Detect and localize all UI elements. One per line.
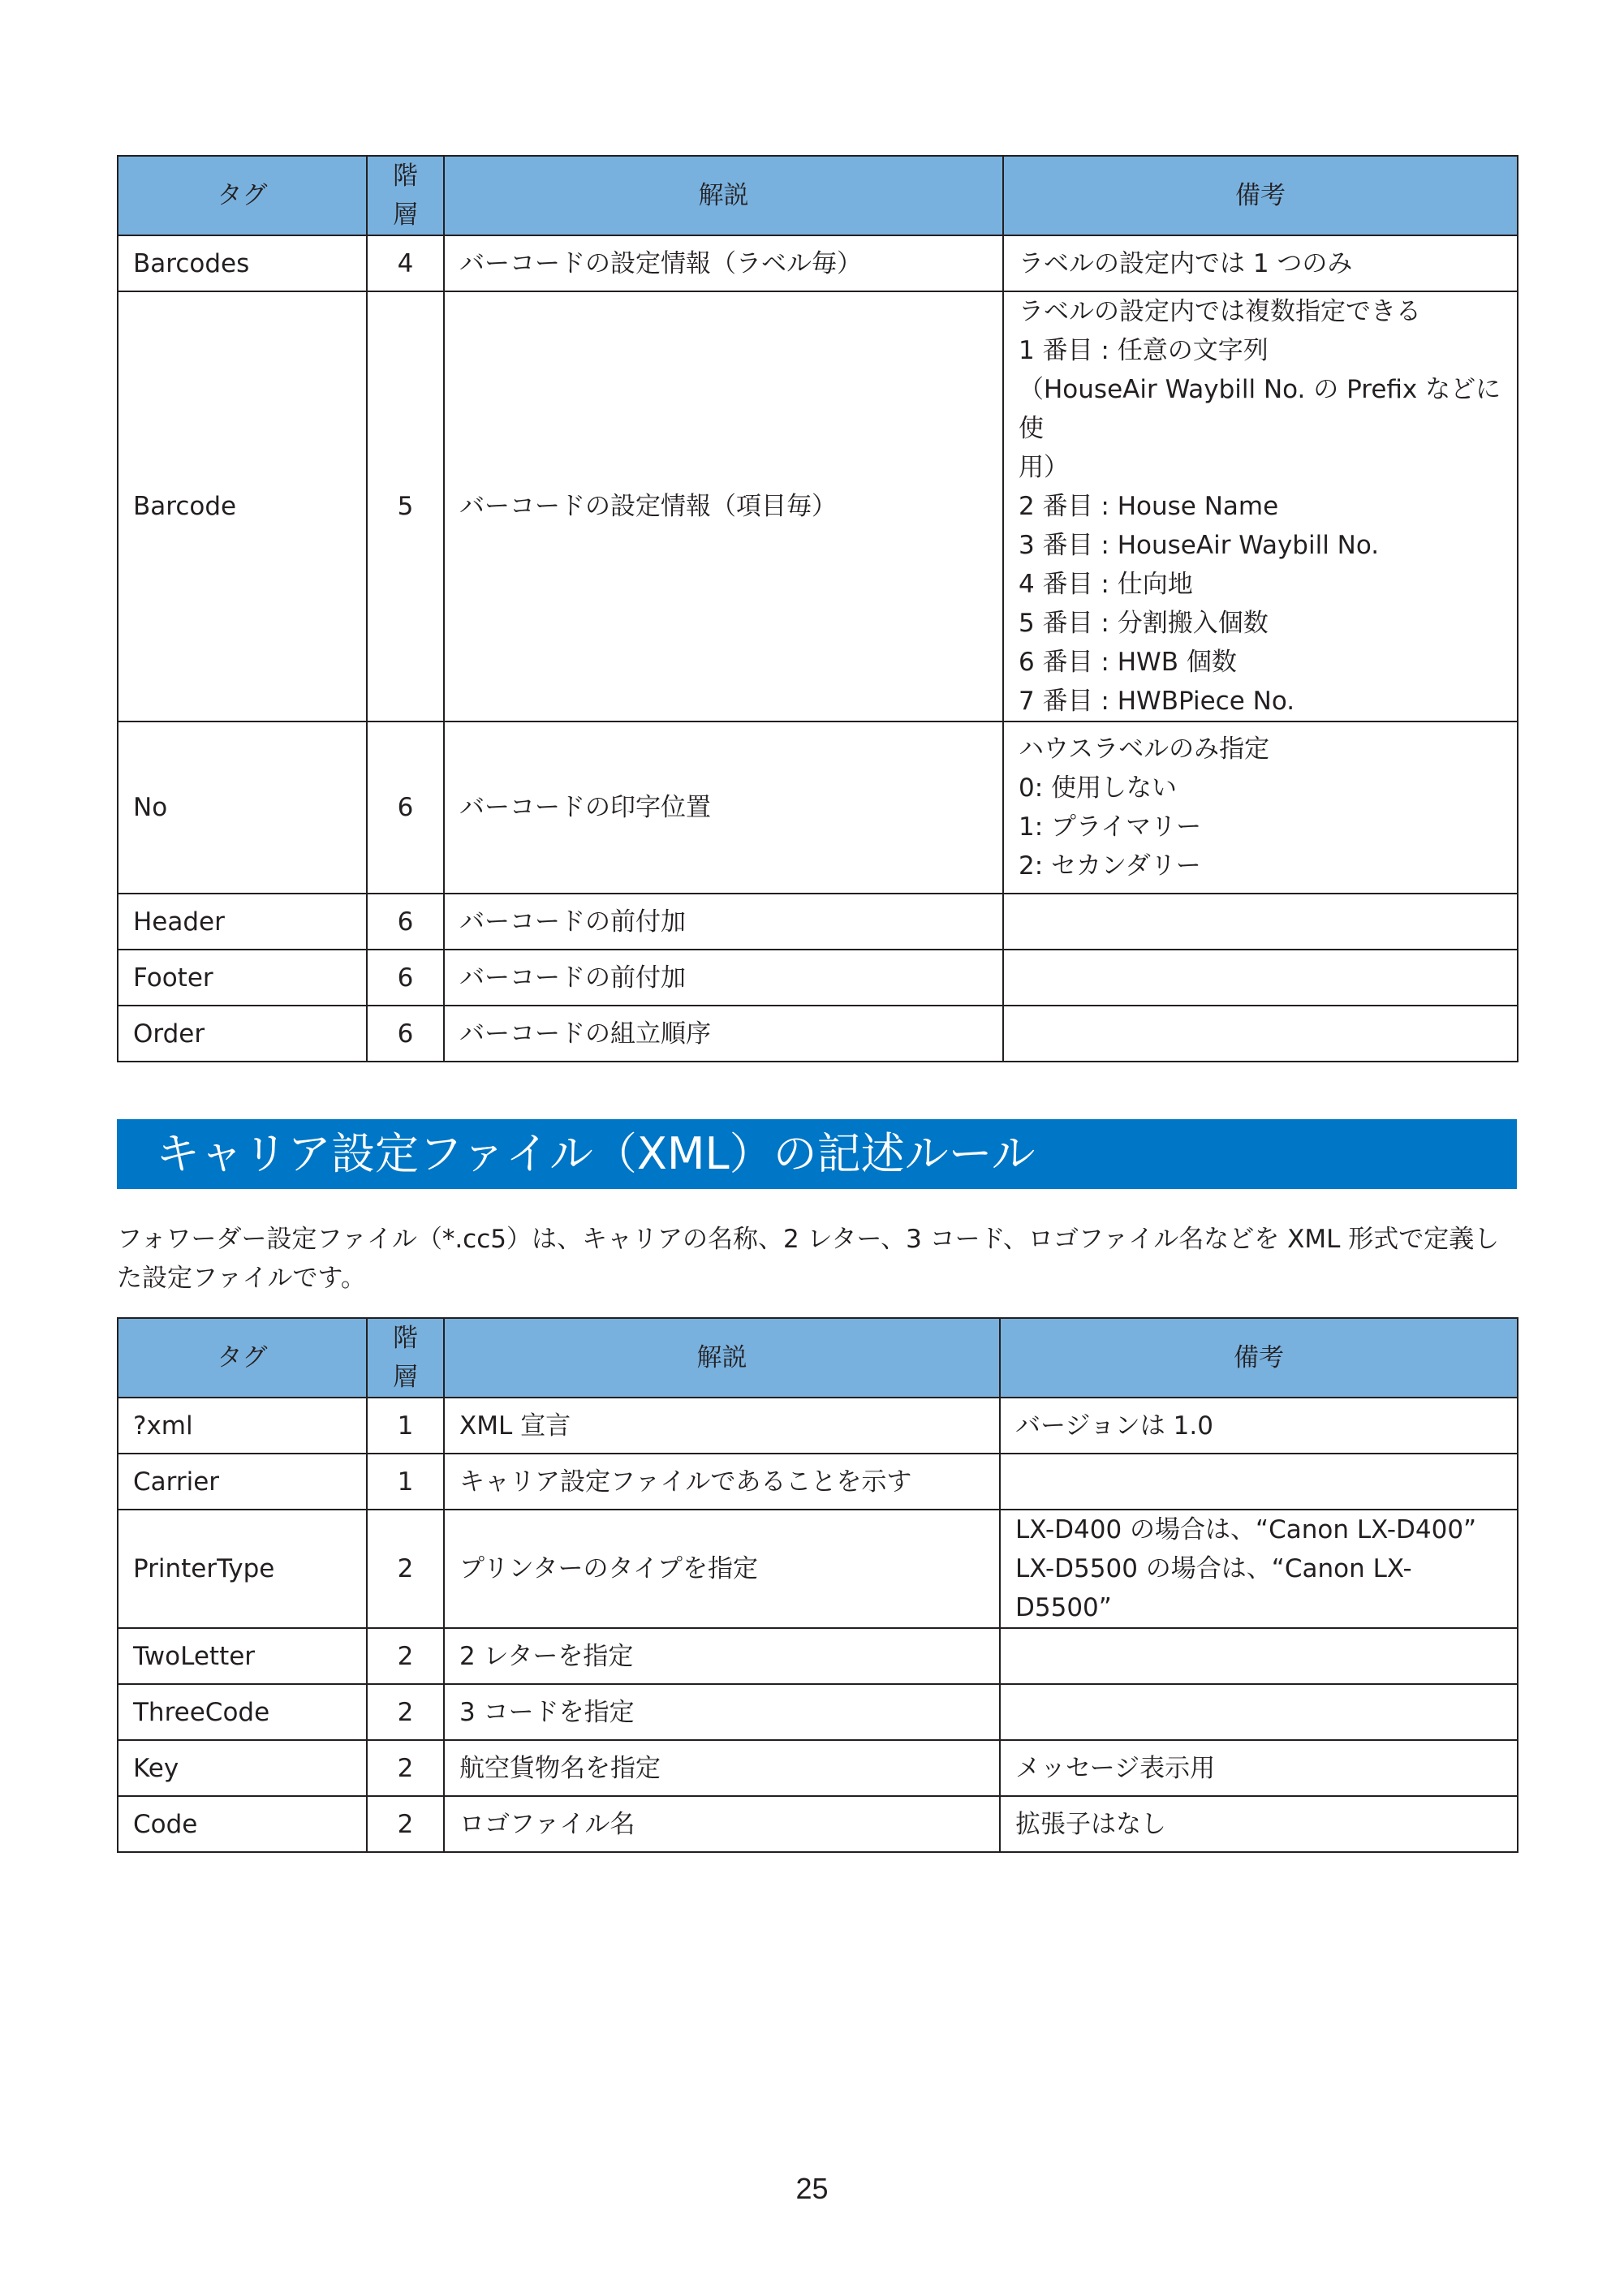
intro-line: た設定ファイルです。 <box>117 1264 366 1293</box>
cell-level: 6 <box>367 1006 444 1062</box>
note-line: ラベルの設定内では複数指定できる <box>1019 297 1421 326</box>
note-line: 拡張子はなし <box>1015 1809 1166 1839</box>
cell-note <box>1000 1684 1518 1740</box>
table-header-row <box>118 1318 1518 1398</box>
note-line: 7 番目 : HWBPiece No. <box>1019 687 1295 716</box>
note-line: 2: セカンダリー <box>1019 851 1201 881</box>
cell-description: 3 コードを指定 <box>444 1684 1000 1740</box>
cell-tag: ?xml <box>118 1398 367 1454</box>
note-line: ラベルの設定内では 1 つのみ <box>1019 248 1353 278</box>
note-line: （HouseAir Waybill No. の Prefix などに使 <box>1019 375 1501 443</box>
cell-tag: TwoLetter <box>118 1628 367 1684</box>
header-description: 解説 <box>444 156 1003 235</box>
cell-note <box>1003 235 1518 291</box>
cell-level: 2 <box>367 1510 444 1628</box>
cell-level: 2 <box>367 1796 444 1852</box>
note-line: LX-D5500 の場合は、“Canon LX-D5500” <box>1015 1554 1412 1622</box>
cell-note <box>1003 894 1518 950</box>
note-line: 2 番目 : House Name <box>1019 492 1279 521</box>
section-intro <box>117 1220 1517 1298</box>
cell-description: バーコードの設定情報（ラベル毎） <box>444 235 1003 291</box>
cell-tag: No <box>118 722 367 894</box>
cell-tag: Carrier <box>118 1454 367 1510</box>
cell-note <box>1000 1628 1518 1684</box>
table-row <box>118 894 1518 950</box>
table-row <box>118 722 1518 894</box>
table-row <box>118 1454 1518 1510</box>
section-title: キャリア設定ファイル（XML）の記述ルール <box>117 1119 1517 1189</box>
header-note: 備考 <box>1000 1318 1518 1398</box>
cell-level: 5 <box>367 291 444 722</box>
cell-note <box>1000 1454 1518 1510</box>
table-row <box>118 1510 1518 1628</box>
cell-level: 6 <box>367 950 444 1006</box>
cell-note <box>1000 1510 1518 1628</box>
table-row <box>118 950 1518 1006</box>
cell-description: バーコードの印字位置 <box>444 722 1003 894</box>
table-row <box>118 1796 1518 1852</box>
cell-level: 1 <box>367 1398 444 1454</box>
cell-description: ロゴファイル名 <box>444 1796 1000 1852</box>
table-row <box>118 1398 1518 1454</box>
header-tag: タグ <box>118 1318 367 1398</box>
cell-description: バーコードの前付加 <box>444 894 1003 950</box>
table-header-row <box>118 156 1518 235</box>
table-row <box>118 291 1518 722</box>
cell-description: バーコードの設定情報（項目毎） <box>444 291 1003 722</box>
cell-note <box>1003 722 1518 894</box>
cell-tag: PrinterType <box>118 1510 367 1628</box>
barcode-tag-table <box>117 155 1518 1062</box>
cell-note <box>1000 1796 1518 1852</box>
cell-level: 6 <box>367 722 444 894</box>
table-row <box>118 1628 1518 1684</box>
cell-tag: Footer <box>118 950 367 1006</box>
note-line: メッセージ表示用 <box>1015 1753 1216 1783</box>
cell-level: 6 <box>367 894 444 950</box>
header-description: 解説 <box>444 1318 1000 1398</box>
cell-tag: Header <box>118 894 367 950</box>
cell-description: バーコードの組立順序 <box>444 1006 1003 1062</box>
cell-tag: Code <box>118 1796 367 1852</box>
cell-tag: Order <box>118 1006 367 1062</box>
cell-description: 航空貨物名を指定 <box>444 1740 1000 1796</box>
cell-level: 1 <box>367 1454 444 1510</box>
header-note: 備考 <box>1003 156 1518 235</box>
carrier-tag-table <box>117 1317 1518 1853</box>
cell-note <box>1000 1398 1518 1454</box>
cell-level: 2 <box>367 1628 444 1684</box>
cell-description: プリンターのタイプを指定 <box>444 1510 1000 1628</box>
cell-tag: Barcodes <box>118 235 367 291</box>
note-line: 6 番目 : HWB 個数 <box>1019 648 1237 677</box>
cell-tag: Key <box>118 1740 367 1796</box>
table-row <box>118 1684 1518 1740</box>
table-row <box>118 235 1518 291</box>
cell-level: 4 <box>367 235 444 291</box>
cell-description: XML 宣言 <box>444 1398 1000 1454</box>
cell-note <box>1003 950 1518 1006</box>
cell-note <box>1003 291 1518 722</box>
header-level: 階層 <box>367 1318 444 1398</box>
table-row <box>118 1006 1518 1062</box>
note-line: 1: プライマリー <box>1019 812 1202 842</box>
note-line: 3 番目 : HouseAir Waybill No. <box>1019 531 1380 560</box>
note-line: 4 番目 : 仕向地 <box>1019 570 1193 599</box>
note-line: 5 番目 : 分割搬入個数 <box>1019 609 1269 638</box>
cell-description: 2 レターを指定 <box>444 1628 1000 1684</box>
cell-note <box>1000 1740 1518 1796</box>
cell-description: バーコードの前付加 <box>444 950 1003 1006</box>
header-tag: タグ <box>118 156 367 235</box>
note-line: ハウスラベルのみ指定 <box>1019 734 1270 764</box>
table-row <box>118 1740 1518 1796</box>
cell-level: 2 <box>367 1740 444 1796</box>
cell-note <box>1003 1006 1518 1062</box>
note-line: 1 番目 : 任意の文字列 <box>1019 336 1269 365</box>
page-number: 25 <box>795 2172 829 2205</box>
intro-line: フォワーダー設定ファイル（*.cc5）は、キャリアの名称、2 レター、3 コード、ロゴファイル名などを XML 形式で定義し <box>117 1225 1500 1254</box>
cell-description: キャリア設定ファイルであることを示す <box>444 1454 1000 1510</box>
note-line: LX-D400 の場合は、“Canon LX-D400” <box>1015 1515 1477 1544</box>
note-line: 0: 使用しない <box>1019 773 1178 803</box>
header-level: 階層 <box>367 156 444 235</box>
note-line: バージョンは 1.0 <box>1015 1411 1213 1441</box>
note-line: 用） <box>1019 453 1069 482</box>
cell-tag: ThreeCode <box>118 1684 367 1740</box>
cell-tag: Barcode <box>118 291 367 722</box>
cell-level: 2 <box>367 1684 444 1740</box>
